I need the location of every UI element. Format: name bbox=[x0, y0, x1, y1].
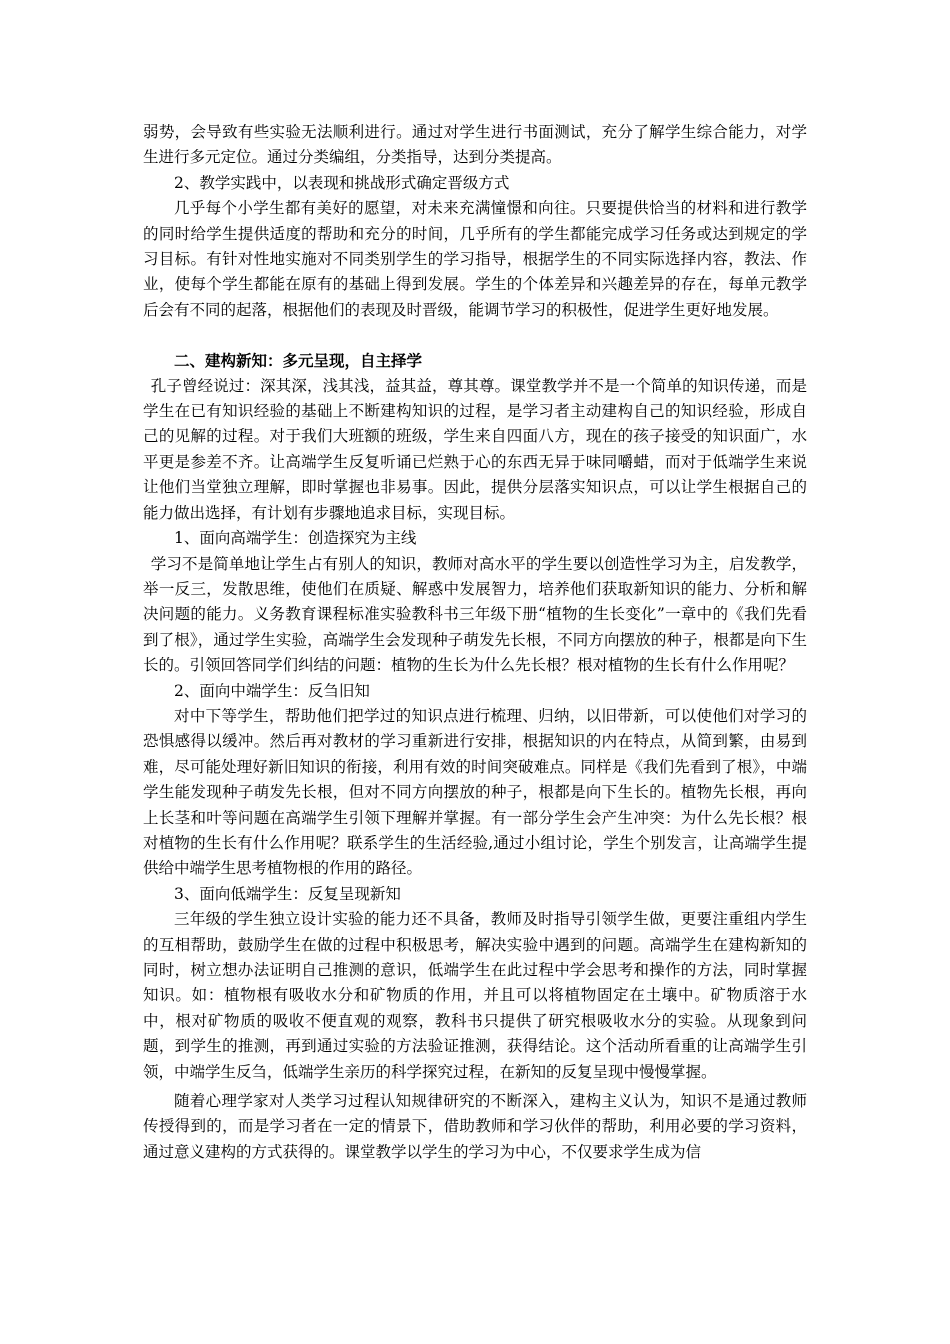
section-heading-2: 二、建构新知：多元呈现，自主择学 bbox=[174, 351, 423, 371]
paragraph-mid-end: 对中下等学生，帮助他们把学过的知识点进行梳理、归纳，以旧带新，可以使他们对学习的恐惧感得以缓冲。然后再对教材的学习重新进行安排，根据知识的内在特点，从简到繁，由易到难，尽可能处理好新旧知识的衔接，利用有效的时间突破难点。同样是《我们先看到了根》，中端学生能发现种子萌发先长根，但对不同方向摆放的种子，根都是向下生长的。植物先长根，再向上长茎和叶等问题在高端学生引领下理解并掌握。有一部分学生会产生冲突：为什么先长根？根对植物的生长有什么作用呢？联系学生的生活经验,通过小组讨论，学生个别发言，让高端学生提供给中端学生思考植物根的作用的路径。 bbox=[143, 706, 807, 878]
paragraph-continuation: 弱势，会导致有些实验无法顺利进行。通过对学生进行书面测试，充分了解学生综合能力，对学生进行多元定位。通过分类编组，分类指导，达到分类提高。 bbox=[143, 123, 807, 167]
subheading-promotion: 2、教学实践中，以表现和挑战形式确定晋级方式 bbox=[174, 173, 510, 192]
paragraph-promotion: 几乎每个小学生都有美好的愿望，对未来充满憧憬和向往。只要提供恰当的材料和进行教学的同时给学生提供适度的帮助和充分的时间，几乎所有的学生都能完成学习任务或达到规定的学习目标。有针对性地实施对不同类别学生的学习指导，根据学生的不同实际选择内容，教法、作业，使每个学生都能在原有的基础上得到发展。学生的个体差异和兴趣差异的存在，每单元教学后会有不同的起落，根据他们的表现及时晋级，能调节学习的积极性，促进学生更好地发展。 bbox=[143, 199, 807, 319]
paragraph-low-end: 三年级的学生独立设计实验的能力还不具备，教师及时指导引领学生做，更要注重组内学生的互相帮助，鼓励学生在做的过程中积极思考，解决实验中遇到的问题。高端学生在建构新知的同时，树立想办法证明自己推测的意识，低端学生在此过程中学会思考和操作的方法，同时掌握知识。如：植物根有吸收水分和矿物质的作用，并且可以将植物固定在土壤中。矿物质溶于水中，根对矿物质的吸收不便直观的观察，教科书只提供了研究根吸收水分的实验。从现象到问题，到学生的推测，再到通过实验的方法验证推测，获得结论。这个活动所看重的让高端学生引领，中端学生反刍，低端学生亲历的科学探究过程，在新知的反复呈现中慢慢掌握。 bbox=[143, 910, 807, 1081]
paragraph-confucius: 孔子曾经说过：深其深，浅其浅，益其益，尊其尊。课堂教学并不是一个简单的知识传递，而是学生在已有知识经验的基础上不断建构知识的过程，是学习者主动建构自己的知识经验，形成自己的见解的过程。对于我们大班额的班级，学生来自四面八方，现在的孩子接受的知识面广，水平更是参差不齐。让高端学生反复听诵已烂熟于心的东西无异于味同嚼蜡，而对于低端学生来说让他们当堂独立理解，即时掌握也非易事。因此，提供分层落实知识点，可以让学生根据自己的能力做出选择，有计划有步骤地追求目标，实现目标。 bbox=[143, 376, 807, 522]
paragraph-high-end: 学习不是简单地让学生占有别人的知识，教师对高水平的学生要以创造性学习为主，启发教学，举一反三，发散思维，使他们在质疑、解惑中发展智力，培养他们获取新知识的能力、分析和解决问题的能力。义务教育课程标准实验教科书三年级下册“植物的生长变化”一章中的《我们先看到了根》，通过学生实验，高端学生会发现种子萌发先长根，不同方向摆放的种子，根都是向下生长的。引领回答同学们纠结的问题：植物的生长为什么先长根？根对植物的生长有什么作用呢？ bbox=[143, 554, 807, 675]
subheading-low-end: 3、面向低端学生：反复呈现新知 bbox=[174, 884, 401, 903]
subheading-mid-end: 2、面向中端学生：反刍旧知 bbox=[174, 681, 370, 700]
paragraph-constructivism: 随着心理学家对人类学习过程认知规律研究的不断深入，建构主义认为，知识不是通过教师传授得到的，而是学习者在一定的情景下，借助教师和学习伙伴的帮助，利用必要的学习资料，通过意义建构的方式获得的。课堂教学以学生的学习为中心，不仅要求学生成为信 bbox=[143, 1092, 807, 1161]
subheading-high-end: 1、面向高端学生：创造探究为主线 bbox=[174, 529, 417, 548]
